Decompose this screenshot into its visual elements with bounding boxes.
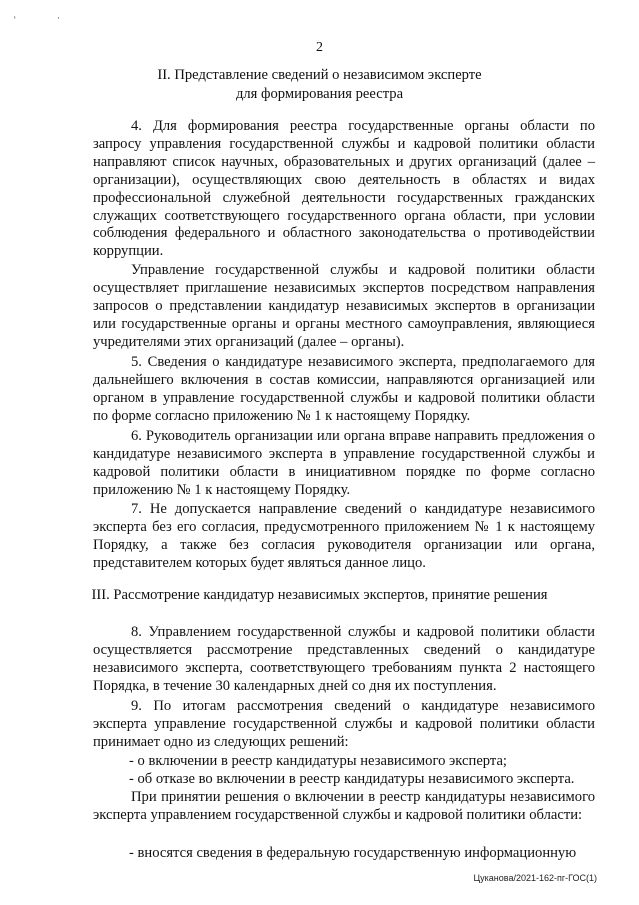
paragraph-5: 5. Сведения о кандидатуре независимого эксперта, предполагаемого для дальнейшего включения в состав комиссии, направляются организацией или органом в управление государственной службы и кадровой политики области по форме согласно приложению № 1 к настоящему Порядку. [93,354,595,424]
paragraph-9-item-2: - об отказе во включении в реестр кандидатуры независимого эксперта. [129,771,575,787]
paragraph-7: 7. Не допускается направление сведений о кандидатуре независимого эксперта без его согласия, предусмотренного приложением № 1 к настоящему Порядку, а также без согласия руководителя организации или органа, представителем которых будет являться данное лицо. [93,501,595,571]
paragraph-9-item-1: - о включении в реестр кандидатуры независимого эксперта; [129,753,507,769]
document-code: Цуканова/2021-162-пг-ГОС(1) [473,873,597,883]
section-2-title-line-1: II. Представление сведений о независимом эксперте [157,67,482,83]
paragraph-9: 9. По итогам рассмотрения сведений о кандидатуре независимого эксперта управление государственной службы и кадровой политики области принимает одно из следующих решений: [93,698,595,750]
paragraph-4-continued: Управление государственной службы и кадровой политики области осуществляет приглашение независимых экспертов посредством направления запросов о представлении кандидатур независимых экспертов в организации или государственные органы и органы местного самоуправления, являющиеся учредителями этих организаций (далее – органы). [93,262,595,350]
paragraph-4: 4. Для формирования реестра государственные органы области по запросу управления государственной службы и кадровой политики области направляют список научных, образовательных и других организаций (далее – организации), осуществляющих свою деятельность в областях и видах профессиональной служебной деятельности государственных гражданских служащих соответствующего государственного органа области, при условии соблюдения федерального и областного законодательства о противодействии коррупции. [93,118,595,260]
paragraph-10: При принятии решения о включении в реестр кандидатуры независимого эксперта управлением государственной службы и кадровой политики области: [93,789,595,823]
section-2-title-line-2: для формирования реестра [235,86,404,102]
paragraph-6: 6. Руководитель организации или органа вправе направить предложения о кандидатуре независимого эксперта в управление государственной службы и кадровой политики области в инициативном порядке по форме согласно приложению № 1 к настоящему Порядку. [93,428,595,498]
paragraph-8: 8. Управлением государственной службы и кадровой политики области осуществляется рассмотрение представленных сведений о кандидатуре независимого эксперта, соответствующего требованиям пункта 2 настоящего Порядка, в течение 30 календарных дней со дня их поступления. [93,624,595,694]
scan-mark: · [57,13,60,23]
paragraph-10-item-1: - вносятся сведения в федеральную государственную информационную [129,845,577,861]
page-number: 2 [316,40,323,55]
scan-mark: ' [14,15,16,25]
section-3-title: III. Рассмотрение кандидатур независимых экспертов, принятие решения [91,587,548,603]
